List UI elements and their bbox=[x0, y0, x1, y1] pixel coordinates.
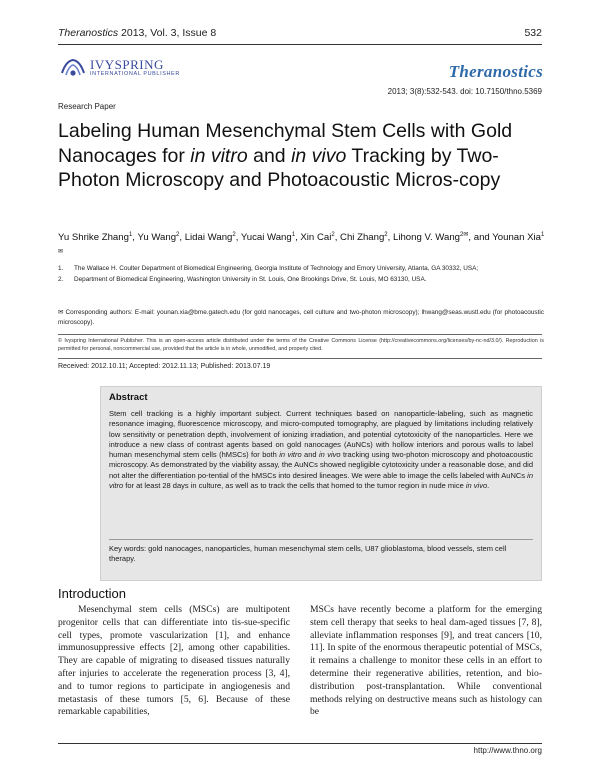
divider bbox=[58, 334, 542, 335]
citation-line: 2013; 3(8):532-543. doi: 10.7150/thno.5369 bbox=[387, 87, 542, 96]
affiliation-number: 1. bbox=[58, 265, 64, 272]
title-text-2: and bbox=[247, 144, 292, 167]
title-text-3: Tracking by Two-Photon Microscopy and Photoacoustic Micros-copy bbox=[58, 144, 501, 191]
article-type: Research Paper bbox=[58, 102, 116, 111]
author-affiliation-mark: 2 bbox=[232, 232, 236, 238]
section-heading-introduction: Introduction bbox=[58, 586, 126, 601]
affiliation-list bbox=[58, 264, 548, 286]
abstract-heading: Abstract bbox=[109, 392, 148, 403]
author-list: Yu Shrike Zhang$^1$, Yu Wang$^2$, Lidai Wang$^2$, Yucai Wang$^1$, Xin Cai$^2$, Chi Zhang$^2$, Lihong V. Wang$^{2✉}$, and Younan Xia$^{1✉}$ bbox=[58, 232, 545, 256]
journal-logo: Theranostics bbox=[448, 62, 543, 81]
author-name: Yu Wang bbox=[137, 232, 177, 244]
divider bbox=[58, 358, 542, 359]
publisher-logo bbox=[60, 57, 210, 79]
abstract-segment: Stem cell tracking is a highly important subject. Current techniques based on nanoparticle-labeling, such as magnetic resonance imaging, fluorescence microscopy, and micro-computed tomography, are plagued by limitations including relatively low sensitivity or penetration depth, involvement of ionizing irradiation, and potential cytotoxicity of the nanoparticles. Here we introduce a new class of contrast agents based on gold nanocages (AuNCs) with hollow interiors and porous walls to label human mesenchymal stem cells (hMSCs) for both bbox=[109, 409, 533, 460]
abstract-divider bbox=[109, 539, 533, 540]
author-affiliation-mark: 2 bbox=[331, 232, 335, 238]
author-conjunction: and bbox=[473, 232, 490, 244]
abstract-segment: for at least 28 days in culture, as well as to track the cells that homed to the tumor region in nude mice bbox=[123, 481, 466, 491]
running-header-journal: Theranostics bbox=[58, 27, 119, 39]
author-name: Xin Cai bbox=[300, 232, 332, 244]
publication-dates: Received: 2012.10.11; Accepted: 2012.11.13; Published: 2013.07.19 bbox=[58, 363, 271, 370]
abstract-segment: and bbox=[301, 450, 319, 460]
publisher-name: IVYSPRING bbox=[90, 57, 164, 72]
author-name: Lidai Wang bbox=[184, 232, 233, 244]
abstract-segment: . bbox=[487, 481, 490, 491]
affiliation-text: The Wallace H. Coulter Department of Biomedical Engineering, Georgia Institute of Technology and Emory University, Atlanta, GA 30332, USA; bbox=[74, 265, 479, 272]
publisher-logo-icon bbox=[60, 57, 86, 79]
keywords: Key words: gold nanocages, nanoparticles, human mesenchymal stem cells, U87 glioblastoma, blood vessels, stem cell therapy. bbox=[109, 544, 507, 564]
author-name: Yucai Wang bbox=[240, 232, 292, 244]
license-note: © Ivyspring International Publisher. This is an open-access article distributed under the terms of the Creative Commons License (http://creativecommons.org/licenses/by-nc-nd/3.0/). Reproduction is permitted for personal, noncommercial use, provided that the article is in whole, unmodified, and properly cited. bbox=[58, 338, 544, 352]
body-column-right: MSCs have recently become a platform for the emerging stem cell therapy that seeks to heal dam-aged tissues [7, 8], alleviate inflammation responses [9], and treat cancers [10, 11]. In spite of the enormous therapeutic potential of MSCs, it remains a challenge to monitor these cells in an effort to determine their regenerative abilities, retention, and bio-distribution post-transplantation. While conventional methods relying on destructive means such as histology can be bbox=[310, 604, 542, 718]
affiliation-number: 2. bbox=[58, 276, 64, 283]
author-affiliation-mark: 2✉ bbox=[460, 232, 469, 238]
author-affiliation-mark: 2 bbox=[176, 232, 180, 238]
affiliation-item bbox=[58, 275, 548, 285]
abstract-box bbox=[100, 386, 542, 581]
author-affiliation-mark: 1✉ bbox=[58, 232, 545, 256]
body-column-left: Mesenchymal stem cells (MSCs) are multipotent progenitor cells that can differentiate into tis-sue-specific cell types, promote vascularization [1], and enhance immunosuppressive effects [2], among other capabilities. They are capable of migrating to diseased tissues naturally after injuries to accelerate the regeneration process [3, 4], and to tumor regions to participate in angiogenesis and metastasis of these tumors [5, 6]. Because of these remarkable capabilities, bbox=[58, 604, 290, 718]
abstract-italic: in vivo bbox=[465, 481, 488, 491]
footer-url: http://www.thno.org bbox=[473, 746, 542, 755]
page-number: 532 bbox=[524, 27, 542, 39]
running-header-issue: 2013, Vol. 3, Issue 8 bbox=[121, 27, 217, 39]
header-rule bbox=[58, 44, 542, 45]
publisher-subtitle: INTERNATIONAL PUBLISHER bbox=[90, 71, 180, 77]
abstract-italic: in vivo bbox=[318, 450, 341, 460]
abstract-text bbox=[109, 409, 533, 491]
running-header bbox=[58, 27, 542, 43]
abstract-italic: in vitro bbox=[279, 450, 302, 460]
abstract-segment: tracking using two-photon microscopy and photoacoustic microscopy. As demonstrated by the viability assay, the AuNCs showed negligible cytotoxicity under a reasonable dose, and did not alter the differentiation po-tential of the hMSCs into desired lineages. We were able to image the cells labeled with AuNCs bbox=[109, 450, 534, 480]
title-text-1: Labeling Human Mesenchymal Stem Cells with Gold Nanocages for bbox=[58, 120, 513, 167]
author-name: Younan Xia bbox=[492, 232, 541, 244]
footer-rule bbox=[58, 743, 542, 744]
author-affiliation-mark: 2 bbox=[384, 232, 388, 238]
author-affiliation-mark: 1 bbox=[291, 232, 296, 238]
title-italic-1: in vitro bbox=[190, 144, 248, 167]
title-italic-2: in vivo bbox=[291, 144, 347, 167]
affiliation-text: Department of Biomedical Engineering, Washington University in St. Louis, One Brookings Drive, St. Louis, MO 63130, USA. bbox=[74, 276, 427, 283]
article-title bbox=[58, 119, 558, 193]
affiliation-item bbox=[58, 264, 548, 274]
correspondence-note: ✉ Corresponding authors: E-mail: younan.xia@bme.gatech.edu (for gold nanocages, cell culture and two-photon microscopy); lhwang@seas.wustl.edu (for photoacoustic microscopy). bbox=[58, 309, 544, 326]
abstract-italic: in vitro bbox=[109, 470, 533, 491]
author-name: Lihong V. Wang bbox=[392, 232, 461, 244]
author-affiliation-mark: 1 bbox=[128, 232, 133, 238]
author-name: Chi Zhang bbox=[340, 232, 385, 244]
author-name: Yu Shrike Zhang bbox=[58, 232, 129, 244]
